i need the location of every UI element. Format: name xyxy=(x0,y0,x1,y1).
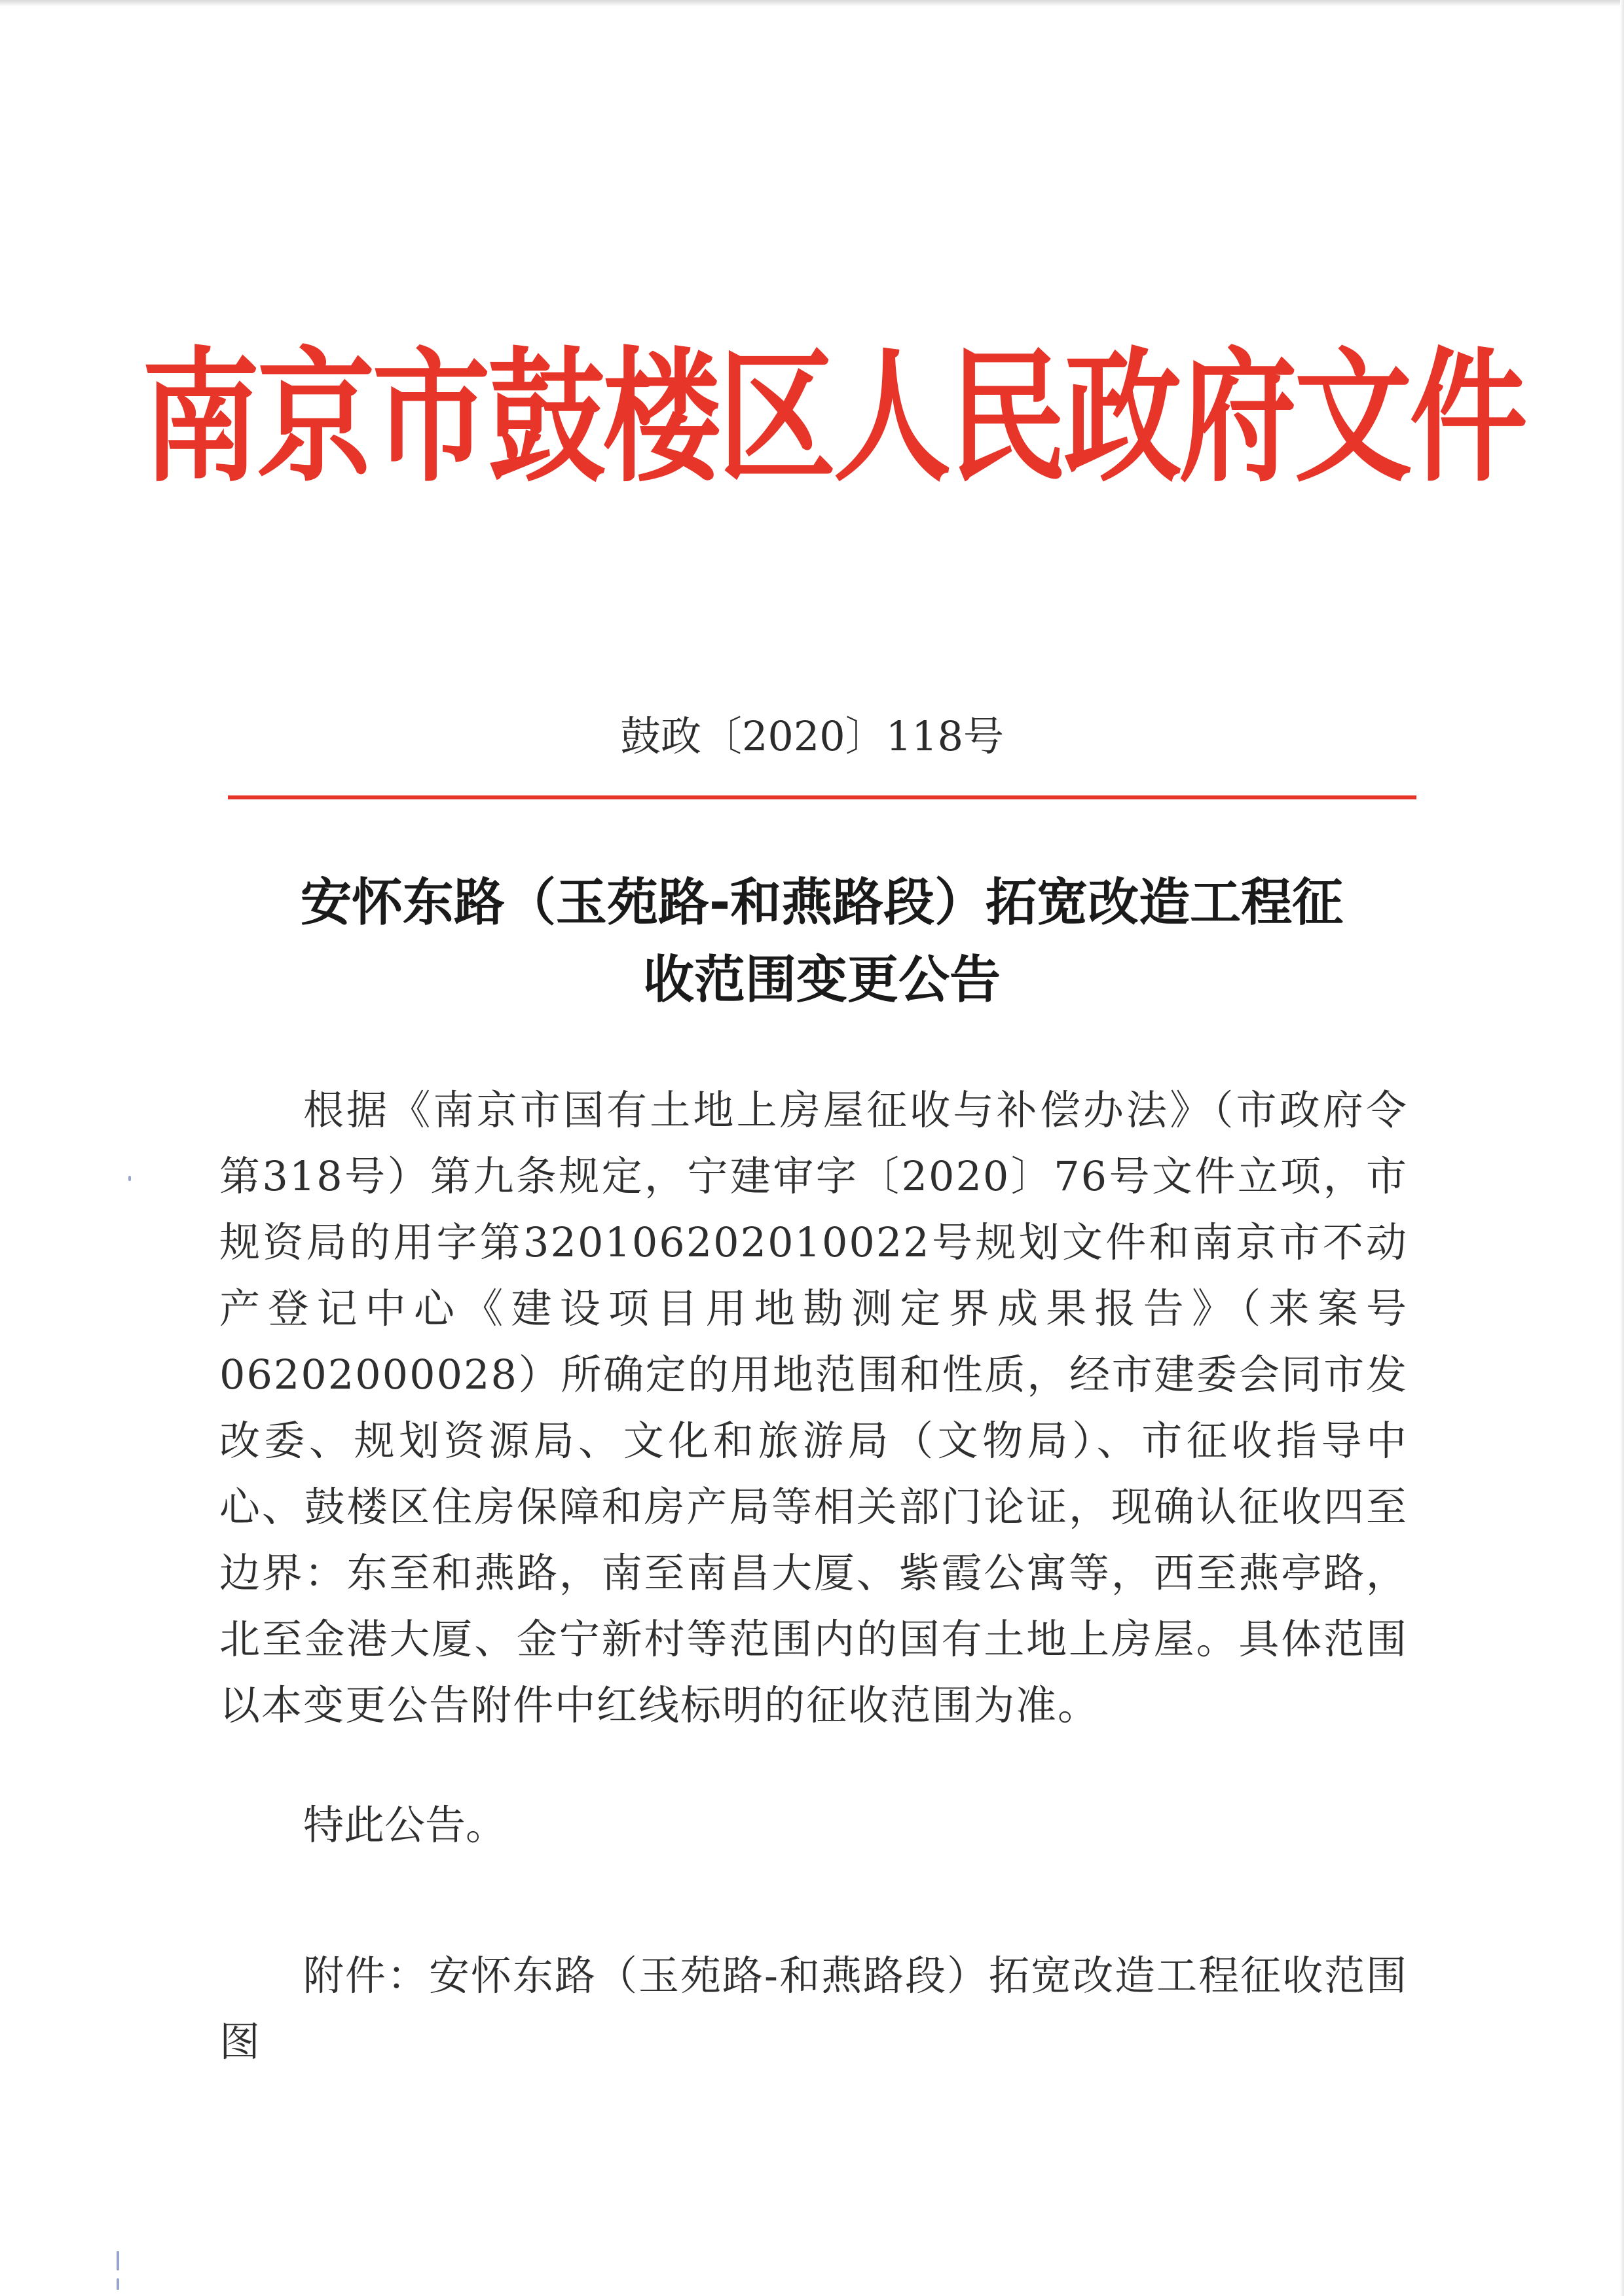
scan-speck xyxy=(117,2278,119,2290)
issuer-header-title: 南京市鼓楼区人民政府文件 xyxy=(141,335,1525,502)
document-number: 鼓政〔2020〕118号 xyxy=(619,712,1005,760)
attachment-note: 附件：安怀东路（玉苑路-和燕路段）拓宽改造工程征收范围图 xyxy=(219,1952,1408,2066)
red-separator-line xyxy=(228,795,1416,799)
scan-edge-top xyxy=(0,0,1624,7)
scan-speck xyxy=(117,2251,119,2270)
closing-statement: 特此公告。 xyxy=(303,1801,507,1849)
document-body xyxy=(219,1077,1408,1738)
document-title-line-2: 收范围变更公告 xyxy=(642,951,1001,1010)
scan-speck xyxy=(128,1176,131,1181)
scan-edge-right xyxy=(1620,0,1624,2296)
document-title-line-1: 安怀东路（玉苑路-和燕路段）拓宽改造工程征 xyxy=(300,873,1344,932)
document-title xyxy=(216,864,1428,1019)
body-paragraph: 根据《南京市国有土地上房屋征收与补偿办法》（市政府令第318号）第九条规定，宁建审字〔2020〕76号文件立项，市规资局的用字第320106202010022号规划文件和南京市不动产登记中心《建设项目用地勘测定界成果报告》（来案号06202000028）所确定的用地范围和性质，经市建委会同市发改委、规划资源局、文化和旅游局（文物局）、市征收指导中心、鼓楼区住房保障和房产局等相关部门论证，现确认征收四至边界：东至和燕路，南至南昌大厦、紫霞公寓等，西至燕亭路，北至金港大厦、金宁新村等范围内的国有土地上房屋。具体范围以本变更公告附件中红线标明的征收范围为准。 xyxy=(219,1086,1408,1729)
